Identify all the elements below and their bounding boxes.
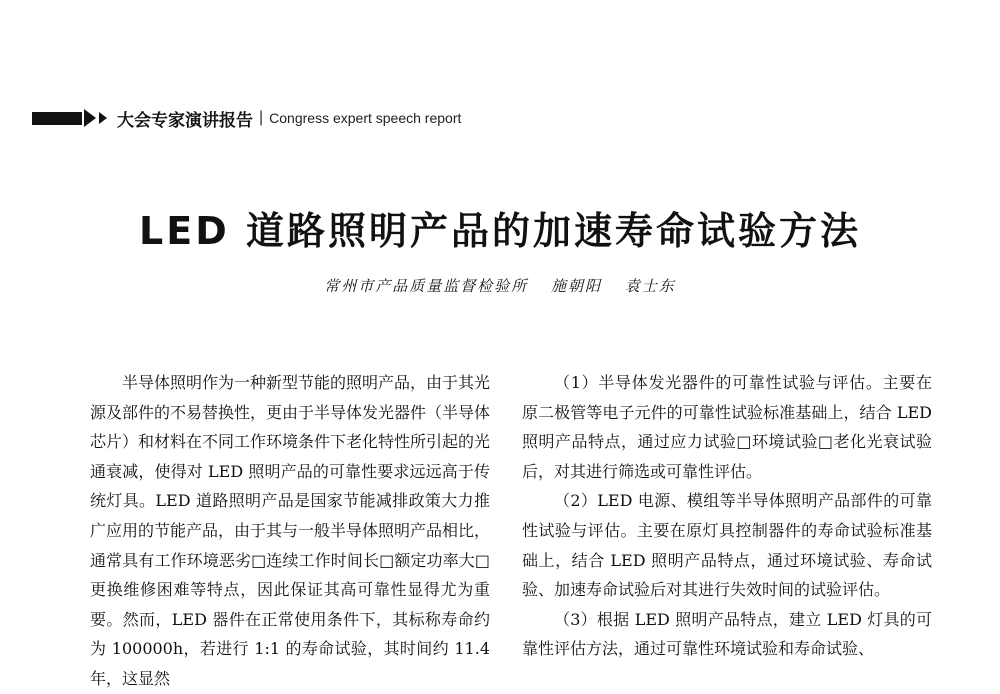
- section-header: [32, 105, 461, 131]
- header-arrow-icon: [84, 109, 96, 127]
- header-separator: |: [259, 109, 264, 126]
- author-name-1: 施朝阳: [550, 277, 602, 295]
- section-title-en: Congress expert speech report: [269, 110, 462, 126]
- body-paragraph: （1）半导体发光器件的可靠性试验与评估。主要在原二极管等电子元件的可靠性试验标准基础上，结合 LED 照明产品特点，通过应力试验□环境试验□老化光衰试验后，对其进行筛选或可靠性评估。: [522, 373, 932, 481]
- header-arrow-small-icon: [99, 112, 107, 124]
- header-bar-decoration: [32, 112, 82, 125]
- body-paragraph: （2）LED 电源、模组等半导体照明产品部件的可靠性试验与评估。主要在原灯具控制器件的寿命试验标准基础上，结合 LED 照明产品特点，通过环境试验、寿命试验、加速寿命试验后对其进行失效时间的试验评估。: [522, 491, 932, 600]
- left-column: [90, 368, 490, 694]
- body-paragraph: 半导体照明作为一种新型节能的照明产品，由于其光源及部件的不易替换性，更由于半导体发光器件（半导体芯片）和材料在不同工作环境条件下老化特性所引起的光通衰减，使得对 LED 照明产品的可靠性要求远远高于传统灯具。LED 道路照明产品是国家节能减排政策大力推广应用的节能产品，由于其与一般半导体照明产品相比，通常具有工作环境恶劣□连续工作时间长□额定功率大□更换维修困难等特点，因此保证其高可靠性显得尤为重要。然而，LED 器件在正常使用条件下，其标称寿命约为 100000h，若进行 1:1 的寿命试验，其时间约 11.4 年，这显然: [90, 373, 491, 688]
- author-name-2: 袁士东: [624, 277, 676, 295]
- author-line: [0, 275, 1000, 296]
- right-column: [522, 368, 932, 664]
- article-title: LED 道路照明产品的加速寿命试验方法: [139, 209, 861, 253]
- body-paragraph: （3）根据 LED 照明产品特点，建立 LED 灯具的可靠性评估方法，通过可靠性环境试验和寿命试验、: [522, 609, 932, 659]
- author-institution: 常州市产品质量监督检验所: [324, 277, 529, 295]
- section-title-cn: 大会专家演讲报告: [117, 110, 253, 131]
